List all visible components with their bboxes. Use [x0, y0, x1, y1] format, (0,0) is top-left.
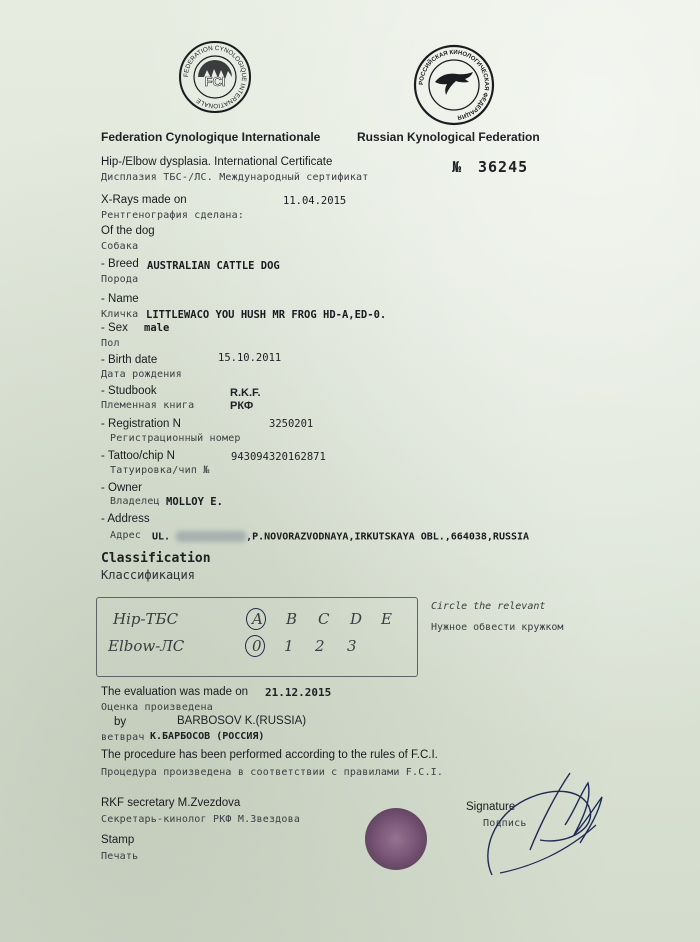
- tattoo-value: 943094320162871: [231, 451, 326, 463]
- certificate-number-prefix: №: [452, 158, 462, 176]
- breed-label-en: - Breed: [101, 258, 139, 270]
- address-label-ru: Адрес: [110, 530, 142, 541]
- vet-name-ru: К.БАРБОСОВ (РОССИЯ): [150, 731, 265, 742]
- certificate-number: 36245: [478, 158, 529, 176]
- evaluation-label-ru: Оценка произведена: [101, 702, 213, 713]
- name-label-ru: Кличка: [101, 309, 139, 320]
- xrays-label-en: X-Rays made on: [101, 194, 187, 206]
- evaluation-label-en: The evaluation was made on: [101, 686, 249, 698]
- dog-label-ru: Собака: [101, 241, 139, 252]
- classification-title-ru: Классификация: [101, 568, 195, 582]
- studbook-value-en: R.K.F.: [230, 387, 261, 399]
- fci-ring-text: FEDERATION CYNOLOGIQUE INTERNATIONALE: [182, 44, 248, 110]
- tattoo-label-en: - Tattoo/chip N: [101, 450, 175, 462]
- certificate-title-en: Hip-/Elbow dysplasia. International Certificate: [101, 156, 333, 168]
- by-label-en: by: [114, 716, 127, 728]
- elbow-grade: 1: [284, 637, 294, 655]
- hip-grade: A: [252, 610, 263, 628]
- elbow-selected-circle: [245, 635, 265, 657]
- registration-value: 3250201: [269, 418, 314, 430]
- by-label-ru: ветврач: [101, 732, 145, 743]
- registration-label-ru: Регистрационный номер: [110, 433, 241, 444]
- birth-date-value: 15.10.2011: [218, 352, 282, 364]
- evaluation-date: 21.12.2015: [265, 686, 332, 699]
- owner-label-en: - Owner: [101, 482, 142, 494]
- classification-title-en: Classification: [101, 551, 211, 566]
- elbow-label: Elbow-ЛС: [108, 637, 185, 655]
- owner-label-ru: Владелец: [110, 496, 160, 507]
- fci-logo: [178, 40, 252, 114]
- xrays-label-ru: Рентгенография сделана:: [101, 210, 245, 221]
- handwritten-signature: [470, 755, 630, 885]
- sex-label-ru: Пол: [101, 338, 120, 349]
- address-value: [152, 531, 529, 543]
- name-label-en: - Name: [101, 293, 139, 305]
- rkf-logo: [413, 44, 495, 126]
- dog-label-en: Of the dog: [101, 225, 155, 237]
- hip-grade: B: [286, 610, 298, 628]
- hip-grade: E: [381, 610, 392, 628]
- xrays-date: 11.04.2015: [283, 195, 347, 207]
- breed-label-ru: Порода: [101, 274, 139, 285]
- address-rest: ,P.NOVORAZVODNAYA,IRKUTSKAYA OBL.,664038,RUSSIA: [246, 531, 530, 543]
- stamp-label-ru: Печать: [101, 851, 139, 862]
- elbow-grade: 2: [315, 637, 325, 655]
- registration-label-en: - Registration N: [101, 418, 181, 430]
- secretary-ru: Секретарь-кинолог РКФ М.Звездова: [101, 814, 301, 825]
- circle-note-en: Circle the relevant: [431, 601, 546, 612]
- address-label-en: - Address: [101, 513, 150, 525]
- studbook-label-ru: Племенная книга: [101, 400, 195, 411]
- studbook-label-en: - Studbook: [101, 385, 157, 397]
- circle-note-ru: Нужное обвести кружком: [431, 622, 564, 633]
- hip-selected-circle: [246, 608, 266, 630]
- breed-value: AUSTRALIAN CATTLE DOG: [147, 260, 280, 272]
- secretary-en: RKF secretary M.Zvezdova: [101, 797, 241, 809]
- tattoo-label-ru: Татуировка/чип №: [110, 465, 210, 476]
- rkf-name: Russian Kynological Federation: [357, 130, 540, 144]
- signature-label-en: Signature: [466, 801, 516, 813]
- hip-grade: C: [318, 610, 330, 628]
- birth-date-label-en: - Birth date: [101, 354, 158, 366]
- elbow-grade: 0: [252, 637, 262, 655]
- rkf-ring-text: РОССИЙСКАЯ КИНОЛОГИЧЕСКАЯ ФЕДЕРАЦИЯ: [418, 49, 490, 120]
- fci-logo-text: FCI: [204, 74, 226, 89]
- fci-name: Federation Cynologique Internationale: [101, 130, 321, 144]
- certificate-title-ru: Дисплазия ТБС-/ЛС. Международный сертификат: [101, 172, 369, 183]
- sex-label-en: - Sex: [101, 322, 128, 334]
- dog-name-value: LITTLEWACO YOU HUSH MR FROG HD-A,ED-0.: [146, 309, 387, 321]
- hip-grade: D: [350, 610, 363, 628]
- hip-label: Hip-ТБС: [113, 610, 179, 628]
- stamp-seal: [365, 808, 427, 870]
- address-redacted: [176, 531, 246, 542]
- owner-value: MOLLOY E.: [166, 496, 223, 508]
- elbow-grade: 3: [347, 637, 357, 655]
- stamp-label-en: Stamp: [101, 834, 135, 846]
- procedure-en: The procedure has been performed according to the rules of F.C.I.: [101, 749, 438, 761]
- address-prefix: UL.: [152, 531, 171, 543]
- procedure-ru: Процедура произведена в соответствии с правилами F.C.I.: [101, 767, 444, 778]
- studbook-value-ru: РКФ: [230, 400, 254, 412]
- signature-label-ru: Подпись: [483, 818, 527, 829]
- sex-value: male: [144, 322, 170, 334]
- birth-date-label-ru: Дата рождения: [101, 369, 182, 380]
- vet-name-en: BARBOSOV K.(RUSSIA): [177, 715, 307, 727]
